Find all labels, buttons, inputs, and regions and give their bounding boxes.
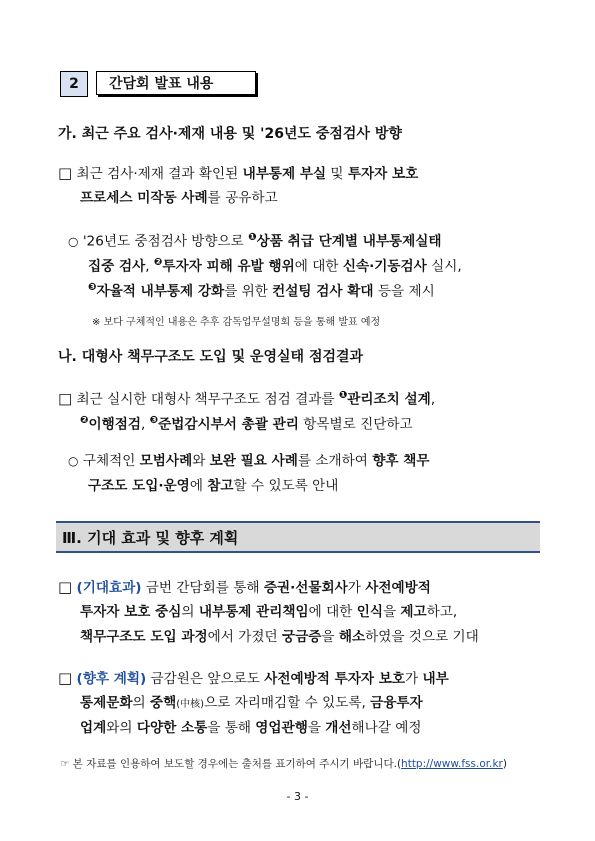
- text-run: 에 대한: [294, 258, 343, 275]
- text-run: 이행점검: [88, 416, 141, 433]
- plan-line3: [80, 718, 422, 738]
- text-run: 을: [307, 720, 326, 736]
- text-run: 개선: [325, 720, 352, 736]
- text-run: 향후 책무: [372, 453, 430, 469]
- plan-tag: (향후 계획): [76, 671, 147, 687]
- plan-line1: [58, 668, 449, 689]
- text-run: 준법감시부서 총괄 관리: [158, 416, 299, 433]
- number-two-icon: ❷: [153, 257, 163, 268]
- square-bullet-icon: □: [58, 164, 73, 182]
- ga-bullet1-line2: [80, 188, 278, 208]
- circle-bullet-icon: ○: [68, 234, 79, 249]
- text-run: 을 통해: [207, 720, 256, 736]
- number-three-icon: ❸: [149, 415, 159, 426]
- text-run: 해소: [338, 629, 366, 645]
- text-run: 의: [132, 695, 150, 711]
- text-run: 를 소개하여: [297, 453, 373, 469]
- section-title-box: 간담회 발표 내용: [96, 71, 256, 95]
- square-bullet-icon: □: [58, 669, 73, 687]
- ga-bullet2-line3: [88, 278, 435, 302]
- expect-tag: (기대효과): [76, 580, 142, 596]
- text-run: 투자자 보호: [347, 166, 419, 182]
- number-two-icon: ❷: [80, 415, 89, 426]
- expect-line1: [58, 577, 431, 598]
- text-run: 를 공유하고: [207, 190, 278, 206]
- text-run: 궁금증: [281, 629, 322, 645]
- text-run: 및: [326, 166, 348, 182]
- text-run: 를 위한: [224, 283, 273, 300]
- text-run: 투자자 보호 중심: [80, 604, 182, 620]
- ga-bullet1-line1: [58, 163, 418, 184]
- number-one-icon: ❶: [248, 232, 257, 243]
- text-run: 증권·선물회사: [263, 580, 348, 596]
- pointing-hand-icon: ☞: [60, 758, 70, 770]
- text-run: 내부통제 관리책임: [198, 604, 309, 620]
- text-run: 으로 자리매김할 수 있도록,: [204, 695, 371, 711]
- na-bullet1-line2: [80, 411, 413, 435]
- text-run: 등을 제시: [373, 283, 435, 300]
- text-run: 을: [321, 629, 339, 645]
- citation-note: [60, 756, 507, 771]
- page-number: - 3 -: [286, 790, 309, 803]
- section3-title: Ⅲ. 기대 효과 및 향후 계획: [62, 529, 239, 547]
- text-run: 내부통제 부실: [242, 166, 327, 182]
- expect-line3: [80, 627, 479, 647]
- ga-bullet2-line2: [88, 253, 462, 277]
- text-run: ,: [145, 258, 154, 275]
- fss-link[interactable]: http://www.fss.or.kr: [401, 758, 503, 770]
- text-run: 다양한 소통: [136, 720, 208, 736]
- text-run: 의: [181, 604, 199, 620]
- text-run: 내부: [422, 671, 449, 687]
- text-run: 최근 실시한 대형사 책무구조도 점검 결과를: [76, 391, 339, 408]
- text-run: 에 대한: [308, 604, 357, 620]
- text-run: 신속·기동검사: [342, 258, 427, 275]
- na-bullet2-line1: [68, 451, 430, 471]
- text-run: 보완 필요 사례: [209, 453, 298, 469]
- number-three-icon: ❸: [88, 282, 97, 293]
- text-run: 본 자료를 인용하여 보도할 경우에는 출처를 표기하여 주시기 바랍니다.(: [69, 758, 402, 770]
- text-run: 책무구조도 도입 과정: [80, 629, 208, 645]
- plan-line2: [80, 693, 423, 715]
- text-run: 구조도 도입·운영: [88, 478, 190, 494]
- section-number-box: 2: [60, 71, 88, 97]
- text-run: 금번 간담회를 통해: [141, 580, 264, 596]
- text-run: 가: [405, 671, 423, 687]
- text-run: 할 수 있도록 안내: [233, 478, 339, 494]
- square-bullet-icon: □: [58, 389, 73, 408]
- text-run: 에서 가졌던: [207, 629, 282, 645]
- text-run: 중핵: [149, 695, 177, 711]
- text-run: 사전예방적: [365, 580, 431, 596]
- text-run: (中核): [176, 699, 205, 710]
- expect-line2: [80, 602, 457, 622]
- text-run: 사전예방적 투자자 보호: [264, 671, 405, 687]
- text-run: 실시,: [426, 258, 462, 275]
- text-run: 관리조치 설계: [347, 391, 431, 408]
- text-run: 프로세스 미작동 사례: [80, 190, 208, 206]
- text-run: ): [502, 758, 507, 770]
- na-bullet1-line1: [58, 386, 435, 410]
- text-run: 금융투자: [370, 695, 423, 711]
- text-run: 인식: [356, 604, 383, 620]
- ga-footnote: ※ 보다 구체적인 내용은 추후 감독업무설명회 등을 통해 발표 예정: [92, 317, 381, 328]
- text-run: 최근 검사·제재 결과 확인된: [76, 166, 243, 182]
- text-run: 상품 취급 단계별 내부통제실태: [256, 233, 442, 250]
- text-run: 집중 검사: [88, 258, 146, 275]
- circle-bullet-icon: ○: [68, 454, 79, 468]
- text-run: '26년도 중점검사 방향으로: [82, 233, 249, 250]
- text-run: 을: [382, 604, 401, 620]
- text-run: 참고: [207, 478, 234, 494]
- number-one-icon: ❶: [338, 390, 348, 401]
- text-run: 금감원은 앞으로도: [146, 671, 265, 687]
- text-run: 와의: [106, 720, 137, 736]
- text-run: 제고: [400, 604, 427, 620]
- text-run: 에: [189, 478, 208, 494]
- text-run: 구체적인: [82, 453, 140, 469]
- text-run: ,: [430, 391, 436, 408]
- text-run: 와: [192, 453, 210, 469]
- na-bullet2-line2: [88, 476, 338, 496]
- text-run: 컨설팅 검사 확대: [272, 283, 374, 300]
- text-run: 해나갈 예정: [351, 720, 422, 736]
- square-bullet-icon: □: [58, 578, 73, 596]
- text-run: 영업관행: [255, 720, 308, 736]
- text-run: ,: [141, 416, 150, 433]
- subheading-ga: 가. 최근 주요 검사·제재 내용 및 '26년도 중점검사 방향: [58, 126, 402, 142]
- text-run: 하고,: [426, 604, 458, 620]
- text-run: 가: [347, 580, 366, 596]
- subheading-na: 나. 대형사 책무구조도 도입 및 운영실태 점검결과: [58, 349, 364, 365]
- text-run: 항목별로 진단하고: [298, 416, 413, 433]
- text-run: 투자자 피해 유발 행위: [162, 258, 295, 275]
- text-run: 자율적 내부통제 강화: [96, 283, 225, 300]
- ga-bullet2-line1: [68, 228, 442, 252]
- text-run: 업계: [80, 720, 107, 736]
- text-run: 통제문화: [80, 695, 133, 711]
- text-run: 하였을 것으로 기대: [365, 629, 479, 645]
- text-run: 모범사례: [139, 453, 193, 469]
